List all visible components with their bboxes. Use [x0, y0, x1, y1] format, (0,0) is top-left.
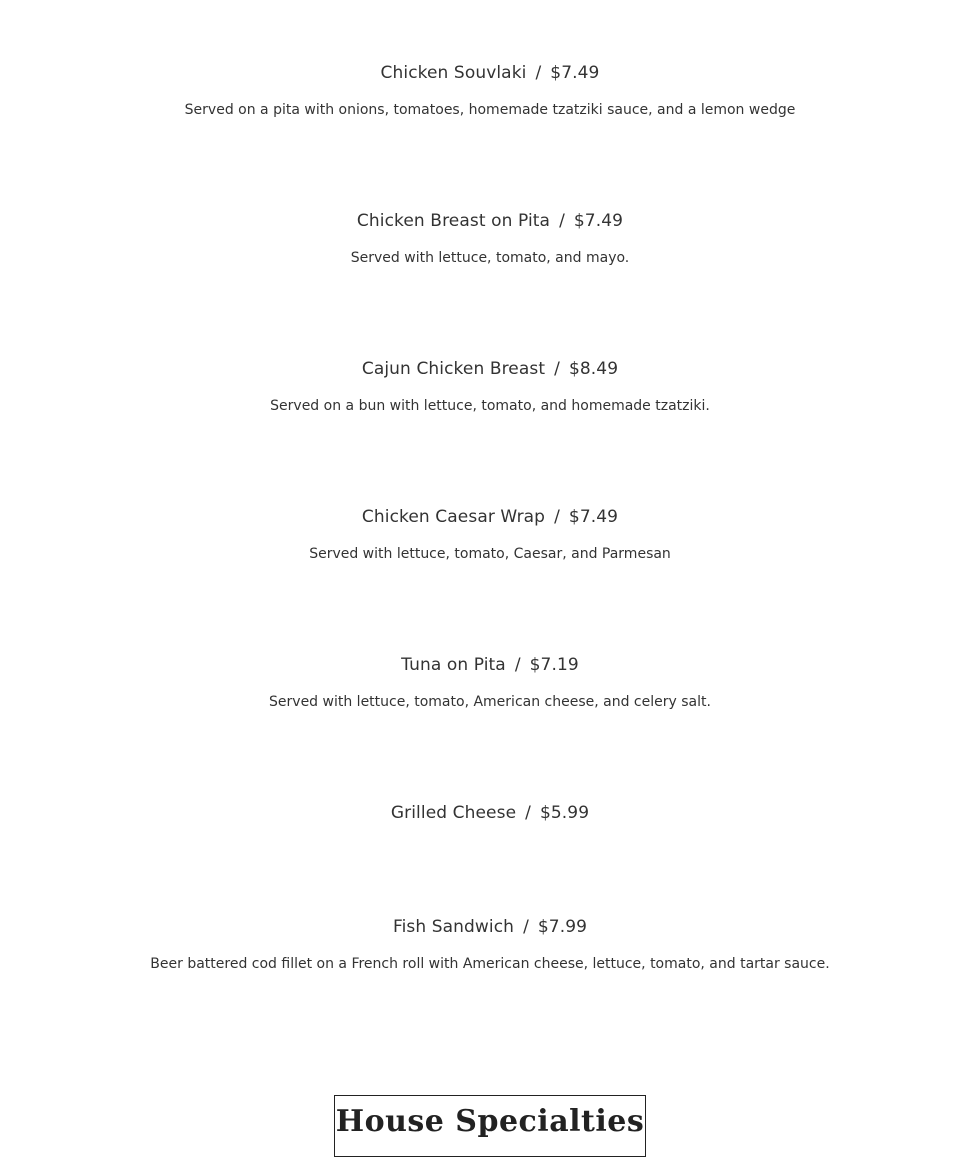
- menu-item-description: Served with lettuce, tomato, Caesar, and Parmesan: [309, 546, 671, 562]
- menu-item-description: Served on a pita with onions, tomatoes, homemade tzatziki sauce, and a lemon wedge: [184, 102, 796, 118]
- menu-item-separator: /: [554, 507, 560, 527]
- menu-item-name: Grilled Cheese: [390, 803, 517, 823]
- menu-item-separator: /: [554, 359, 560, 379]
- menu-item-price: $8.49: [568, 359, 619, 379]
- menu-item-price: $7.99: [537, 917, 588, 937]
- menu-item-title: [0, 62, 965, 84]
- menu-item-separator: /: [559, 211, 565, 231]
- menu-item-price: $7.49: [573, 211, 624, 231]
- menu-item-separator: /: [523, 917, 529, 937]
- menu-item-title: [0, 210, 965, 232]
- menu-item-description: Served with lettuce, tomato, American cheese, and celery salt.: [269, 694, 711, 710]
- menu-item-price: $7.49: [568, 507, 619, 527]
- menu-item-price: $5.99: [539, 803, 590, 823]
- menu-item-price: $7.19: [529, 655, 579, 675]
- menu-item-name: Fish Sandwich: [392, 917, 515, 937]
- menu-item-title: [0, 654, 965, 676]
- menu-item-description: Beer battered cod fillet on a French roll with American cheese, lettuce, tomato, and tartar sauce.: [150, 956, 830, 972]
- menu-item-title: [0, 506, 965, 528]
- menu-item-name: Tuna on Pita: [401, 655, 506, 675]
- menu-item-name: Chicken Souvlaki: [380, 63, 527, 83]
- menu-item-name: Chicken Caesar Wrap: [361, 507, 546, 527]
- menu-item-price: $7.49: [550, 63, 600, 83]
- menu-item-title: [0, 916, 965, 938]
- menu-item-name: Cajun Chicken Breast: [361, 359, 546, 379]
- menu-item-separator: /: [525, 803, 531, 823]
- section-heading: House Specialties: [335, 1104, 645, 1139]
- menu-item-separator: /: [514, 655, 521, 675]
- section-heading-box: [334, 1095, 646, 1157]
- menu-item-name: Chicken Breast on Pita: [356, 211, 551, 231]
- menu-item-title: [0, 802, 965, 824]
- menu-item-title: [0, 358, 965, 380]
- menu-item-description: Served on a bun with lettuce, tomato, and homemade tzatziki.: [270, 398, 710, 414]
- menu-item-description: Served with lettuce, tomato, and mayo.: [350, 250, 630, 266]
- menu-item-separator: /: [535, 63, 542, 83]
